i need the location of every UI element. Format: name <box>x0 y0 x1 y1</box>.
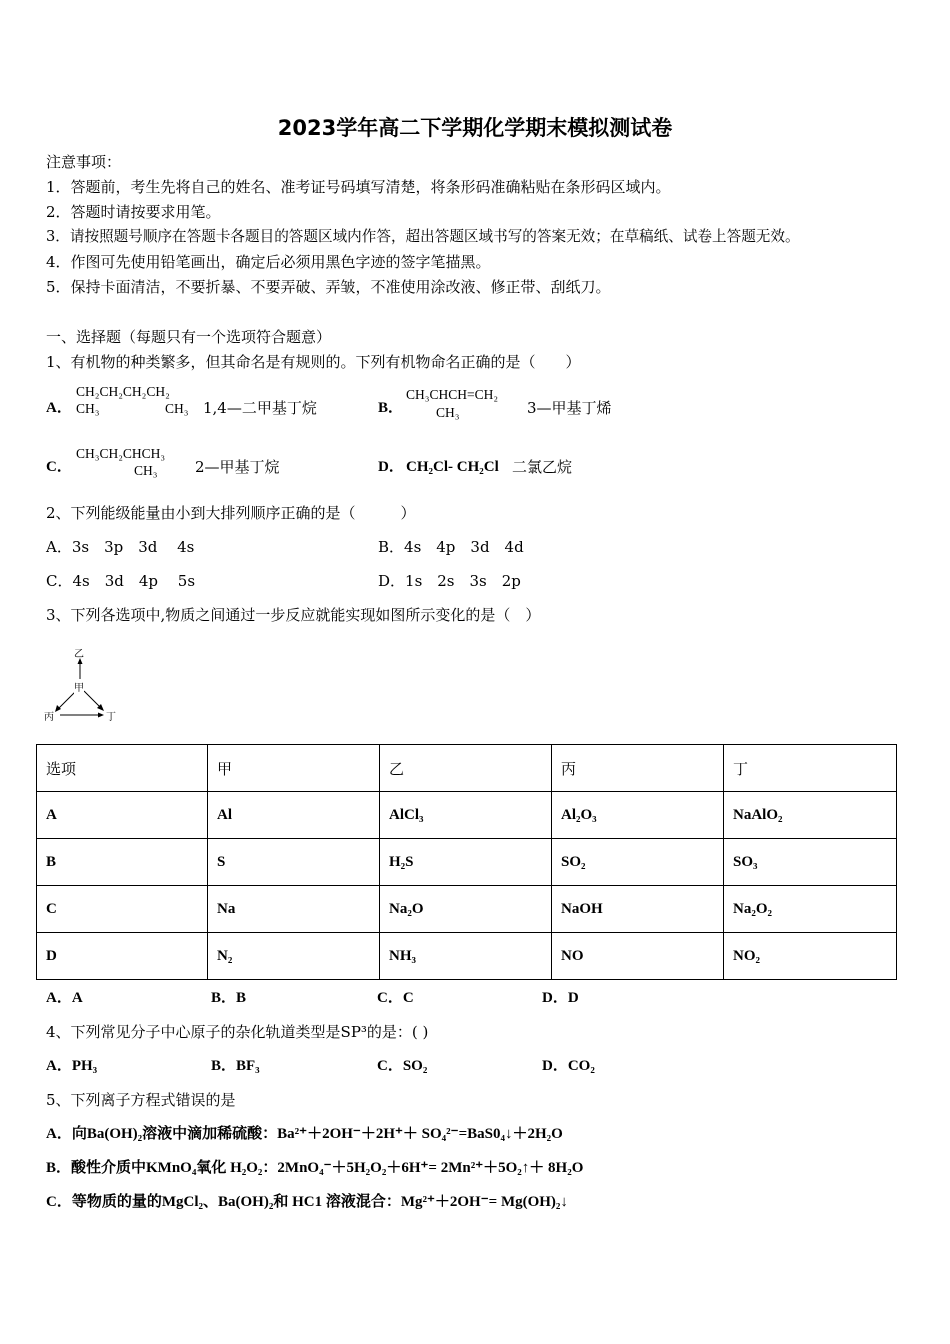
q2-option-b: B．4s 4p 3d 4d <box>378 538 524 556</box>
q1-option-c-name: 2—甲基丁烷 <box>195 458 280 476</box>
q3-option-b: B．B <box>211 990 247 1006</box>
reaction-diagram <box>40 645 130 730</box>
q1-option-b-name: 3—甲基丁烯 <box>527 399 612 417</box>
table-cell: NO <box>552 933 724 980</box>
table-cell: Na₂O <box>380 886 552 933</box>
table-row <box>37 886 897 933</box>
notice-item: 3．请按照题号顺序在答题卡各题目的答题区域内作答，超出答题区域书写的答案无效；在草稿纸、试卷上答题无效。 <box>46 228 800 245</box>
table-cell: Al <box>208 792 380 839</box>
table-cell: NaOH <box>552 886 724 933</box>
diagram-node-ding: 丁 <box>106 712 116 723</box>
table-cell: C <box>37 886 208 933</box>
q2-option-d: D．1s 2s 3s 2p <box>378 572 521 590</box>
q1-c-formula-branch: CH₃ <box>134 463 158 478</box>
table-cell: D <box>37 933 208 980</box>
options-table <box>36 744 897 980</box>
table-row <box>37 839 897 886</box>
q4-option-a: A．PH₃ <box>46 1058 98 1074</box>
notice-item: 2．答题时请按要求用笔。 <box>46 203 221 221</box>
table-cell: Na <box>208 886 380 933</box>
q5-option-b: B．酸性介质中KMnO₄氧化 H₂O₂：2MnO₄⁻＋5H₂O₂＋6H⁺= 2Mn²⁺＋5O₂↑＋ 8H₂O <box>46 1160 584 1176</box>
table-cell: NaAlO₂ <box>724 792 897 839</box>
table-header-cell: 丙 <box>552 745 724 792</box>
notice-item: 1．答题前，考生先将自己的姓名、准考证号码填写清楚，将条形码准确粘贴在条形码区域内。 <box>46 178 671 196</box>
question-4-stem: 4、下列常见分子中心原子的杂化轨道类型是SP³的是：( ) <box>46 1023 429 1041</box>
table-header-cell: 乙 <box>380 745 552 792</box>
q1-c-formula-main: CH₃CH₂CHCH₃ <box>76 446 166 461</box>
page-title: 2023学年高二下学期化学期末模拟测试卷 <box>277 116 673 140</box>
table-cell: SO₃ <box>724 839 897 886</box>
table-cell: H₂S <box>380 839 552 886</box>
q5-option-a: A．向Ba(OH)₂溶液中滴加稀硫酸：Ba²⁺＋2OH⁻＋2H⁺＋ SO₄²⁻=BaS0₄↓＋2H₂O <box>46 1126 563 1142</box>
q1-option-b-label: B． <box>378 400 404 416</box>
q1-option-a-name: 1,4—二甲基丁烷 <box>203 399 317 417</box>
q1-a-formula-branch-right: CH₃ <box>165 401 189 416</box>
q1-a-formula-main: CH₂CH₂CH₂CH₂ <box>76 384 170 399</box>
diagram-node-jia: 甲 <box>74 679 84 694</box>
q4-option-c: C．SO₂ <box>377 1058 428 1074</box>
diagram-node-bing: 丙 <box>44 712 54 723</box>
table-cell: SO₂ <box>552 839 724 886</box>
q1-option-a-label: A． <box>46 400 72 416</box>
table-cell: AlCl₃ <box>380 792 552 839</box>
q3-option-a: A．A <box>46 990 83 1006</box>
table-cell: B <box>37 839 208 886</box>
table-cell: NO₂ <box>724 933 897 980</box>
q1-option-d-label: D． <box>378 459 404 475</box>
q2-option-a: A．3s 3p 3d 4s <box>46 538 195 556</box>
diagram-node-yi: 乙 <box>74 649 84 660</box>
question-5-stem: 5、下列离子方程式错误的是 <box>46 1091 236 1109</box>
q3-option-d: D．D <box>542 990 579 1006</box>
table-header-cell: 丁 <box>724 745 897 792</box>
question-1-stem: 1、有机物的种类繁多，但其命名是有规则的。下列有机物命名正确的是（ ） <box>46 353 581 371</box>
q3-option-c: C．C <box>377 990 414 1006</box>
table-header-cell: 选项 <box>37 745 208 792</box>
section-heading: 一、选择题（每题只有一个选项符合题意） <box>46 328 332 346</box>
table-header-cell: 甲 <box>208 745 380 792</box>
table-cell: Al₂O₃ <box>552 792 724 839</box>
table-row <box>37 933 897 980</box>
notice-item: 5．保持卡面清洁，不要折暴、不要弄破、弄皱，不准使用涂改液、修正带、刮纸刀。 <box>46 278 611 296</box>
table-cell: A <box>37 792 208 839</box>
table-cell: N₂ <box>208 933 380 980</box>
q1-option-d-name: 二氯乙烷 <box>512 458 573 476</box>
q1-option-d-formula: CH₂Cl- CH₂Cl <box>406 459 499 475</box>
question-3-stem: 3、下列各选项中,物质之间通过一步反应就能实现如图所示变化的是（ ） <box>46 606 541 624</box>
table-row <box>37 792 897 839</box>
table-cell: NH₃ <box>380 933 552 980</box>
q1-b-formula-main: CH₃CHCH=CH₂ <box>406 387 499 402</box>
question-2-stem: 2、下列能级能量由小到大排列顺序正确的是（ ） <box>46 504 416 522</box>
q5-option-c: C．等物质的量的MgCl₂、Ba(OH)₂和 HC1 溶液混合：Mg²⁺＋2OH⁻= Mg(OH)₂↓ <box>46 1194 568 1210</box>
table-cell: S <box>208 839 380 886</box>
q4-option-d: D．CO₂ <box>542 1058 595 1074</box>
notice-heading: 注意事项： <box>46 153 122 171</box>
table-cell: Na₂O₂ <box>724 886 897 933</box>
table-header-row <box>37 745 897 792</box>
q1-a-formula-branch-left: CH₃ <box>76 401 100 416</box>
q4-option-b: B．BF₃ <box>211 1058 260 1074</box>
q1-option-c-label: C． <box>46 459 72 475</box>
q1-b-formula-branch: CH₃ <box>436 405 460 420</box>
notice-item: 4．作图可先使用铅笔画出，确定后必须用黑色字迹的签字笔描黑。 <box>46 253 491 271</box>
q2-option-c: C．4s 3d 4p 5s <box>46 572 196 590</box>
